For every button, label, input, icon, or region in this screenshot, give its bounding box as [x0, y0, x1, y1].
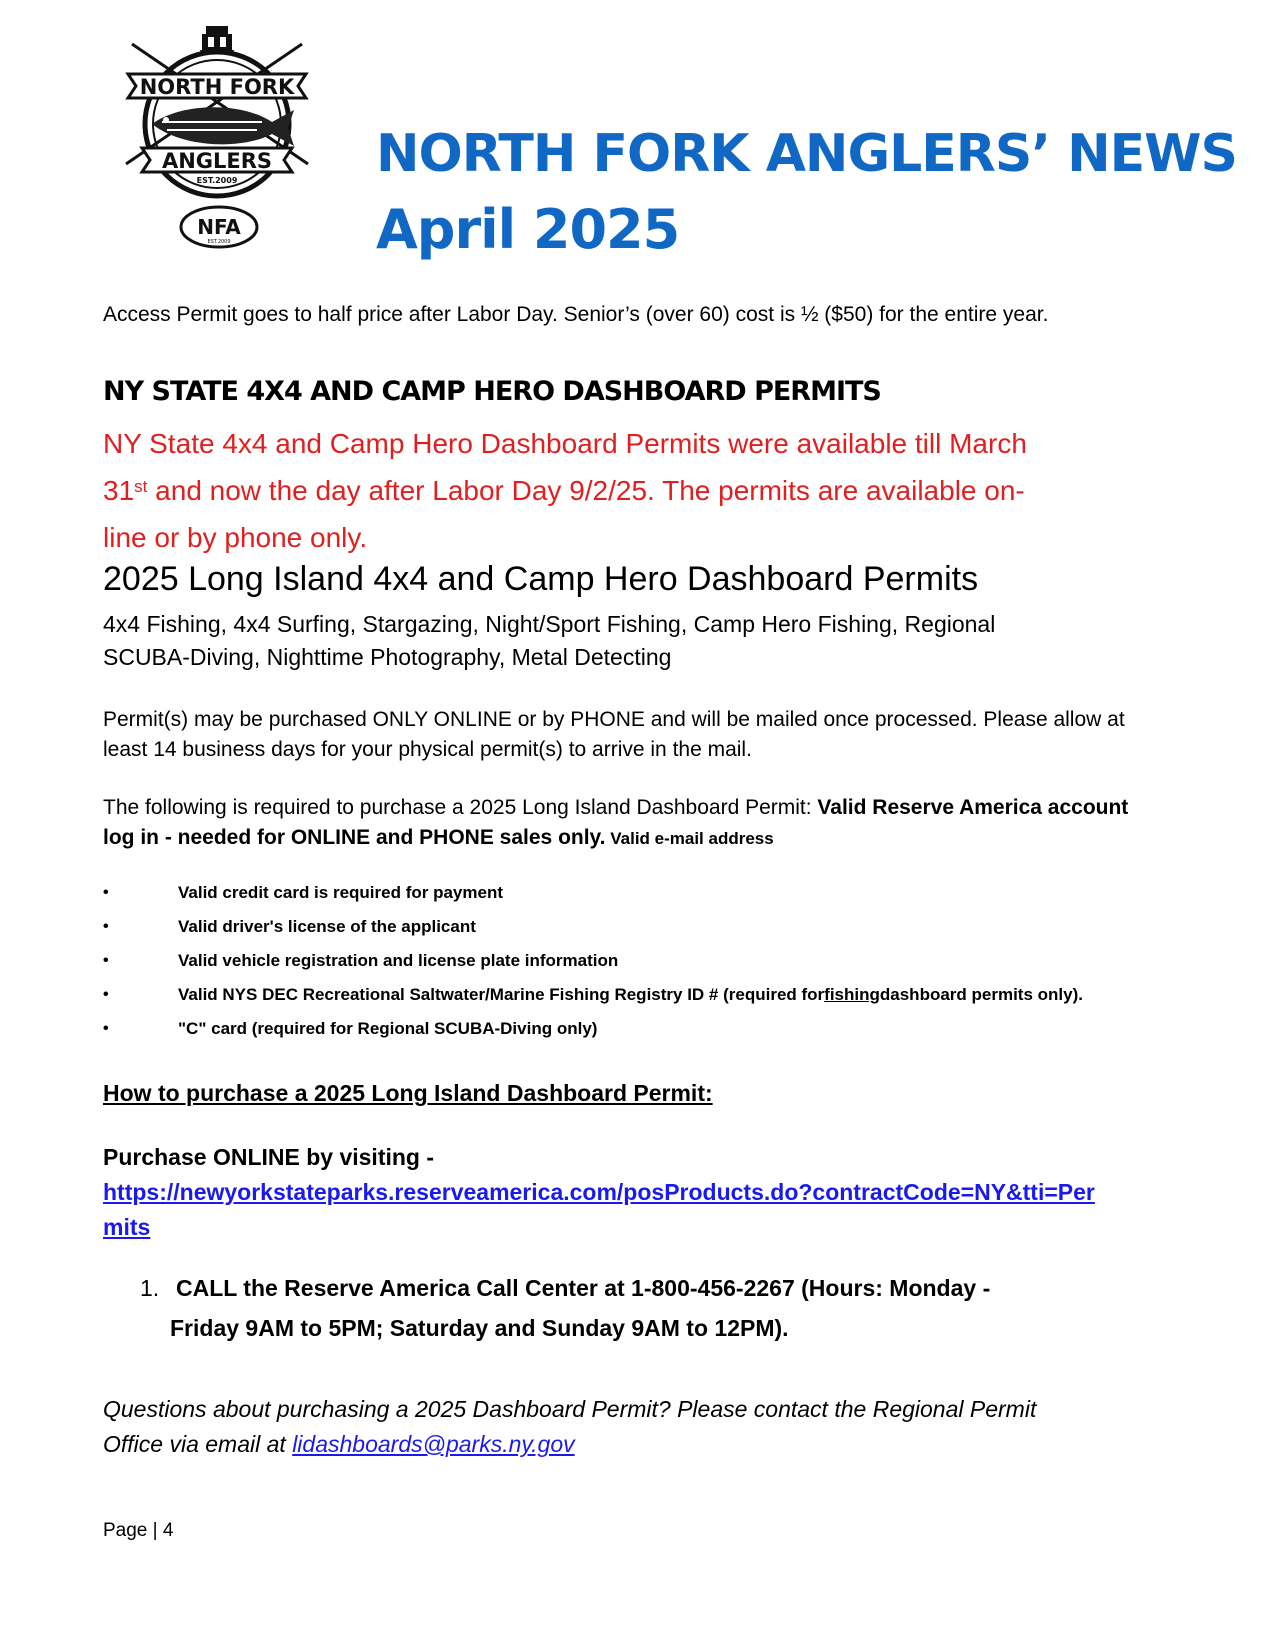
reserve-america-link-cont[interactable]: mits [103, 1214, 151, 1240]
logo-bottom-text: ANGLERS [161, 149, 273, 173]
list-item: • "C" card (required for Regional SCUBA-Diving only) [103, 1019, 598, 1038]
red-notice-line: 31st and now the day after Labor Day 9/2/25. The permits are available on- [103, 475, 1025, 506]
logo-est-text: EST.2009 [196, 176, 238, 185]
questions-paragraph: Questions about purchasing a 2025 Dashboard Permit? Please contact the Regional Permit Office via email at lidashboards@parks.ny.gov [103, 1396, 1037, 1457]
list-number: 1. [140, 1275, 160, 1301]
permit-categories: 4x4 Fishing, 4x4 Surfing, Stargazing, Night/Sport Fishing, Camp Hero Fishing, Regional SCUBA-Diving, Nighttime Photography, Metal Detecting [103, 611, 996, 670]
requirements-paragraph: The following is required to purchase a 2025 Long Island Dashboard Permit: Valid Reserve America account log in - needed for ONLINE and PHONE sales only. Valid e-mail address [103, 796, 1129, 849]
nfa-badge-text: NFA [197, 215, 241, 239]
reserve-america-link[interactable]: https://newyorkstateparks.reserveamerica.com/posProducts.do?contractCode=NY&tti=Per [103, 1179, 1095, 1205]
section-heading: NY STATE 4X4 AND CAMP HERO DASHBOARD PERMITS [103, 376, 881, 407]
online-label: Purchase ONLINE by visiting - [103, 1144, 435, 1170]
list-item: • Valid vehicle registration and license plate information [103, 951, 619, 970]
red-notice-line: NY State 4x4 and Camp Hero Dashboard Permits were available till March [103, 428, 1027, 459]
list-item: • Valid driver's license of the applicant [103, 917, 476, 936]
long-island-permits-heading: 2025 Long Island 4x4 and Camp Hero Dashboard Permits [103, 560, 979, 598]
list-item: • Valid NYS DEC Recreational Saltwater/Marine Fishing Registry ID # (required for fishing dashboard permits only). [103, 985, 1083, 1004]
intro-paragraph: Access Permit goes to half price after Labor Day. Senior’s (over 60) cost is ½ ($50) for the entire year. [103, 303, 1049, 326]
email-link[interactable]: lidashboards@parks.ny.gov [292, 1431, 575, 1457]
newsletter-title: NORTH FORK ANGLERS’ NEWS [376, 124, 1237, 184]
logo-top-text: NORTH FORK [139, 75, 295, 99]
red-notice-line: line or by phone only. [103, 522, 368, 553]
newsletter-issue: April 2025 [376, 198, 680, 261]
online-purchase-block [103, 1140, 1203, 1245]
nfa-badge-est: EST.2009 [207, 239, 231, 245]
call-center-block: 1. CALL the Reserve America Call Center at 1-800-456-2267 (Hours: Monday - Friday 9AM to 5PM; Saturday and Sunday 9AM to 12PM). [140, 1268, 1200, 1348]
nfa-badge-logo [178, 204, 260, 250]
how-to-purchase-heading: How to purchase a 2025 Long Island Dashboard Permit: [103, 1080, 713, 1106]
page-number: Page | 4 [103, 1520, 174, 1541]
list-item: • Valid credit card is required for payment [103, 883, 503, 902]
purchase-note: Permit(s) may be purchased ONLY ONLINE or by PHONE and will be mailed once processed. Please allow at least 14 business days for your physical permit(s) to arrive in the mail. [103, 708, 1125, 761]
requirements-list [103, 876, 1203, 1046]
red-notice [103, 420, 1193, 561]
